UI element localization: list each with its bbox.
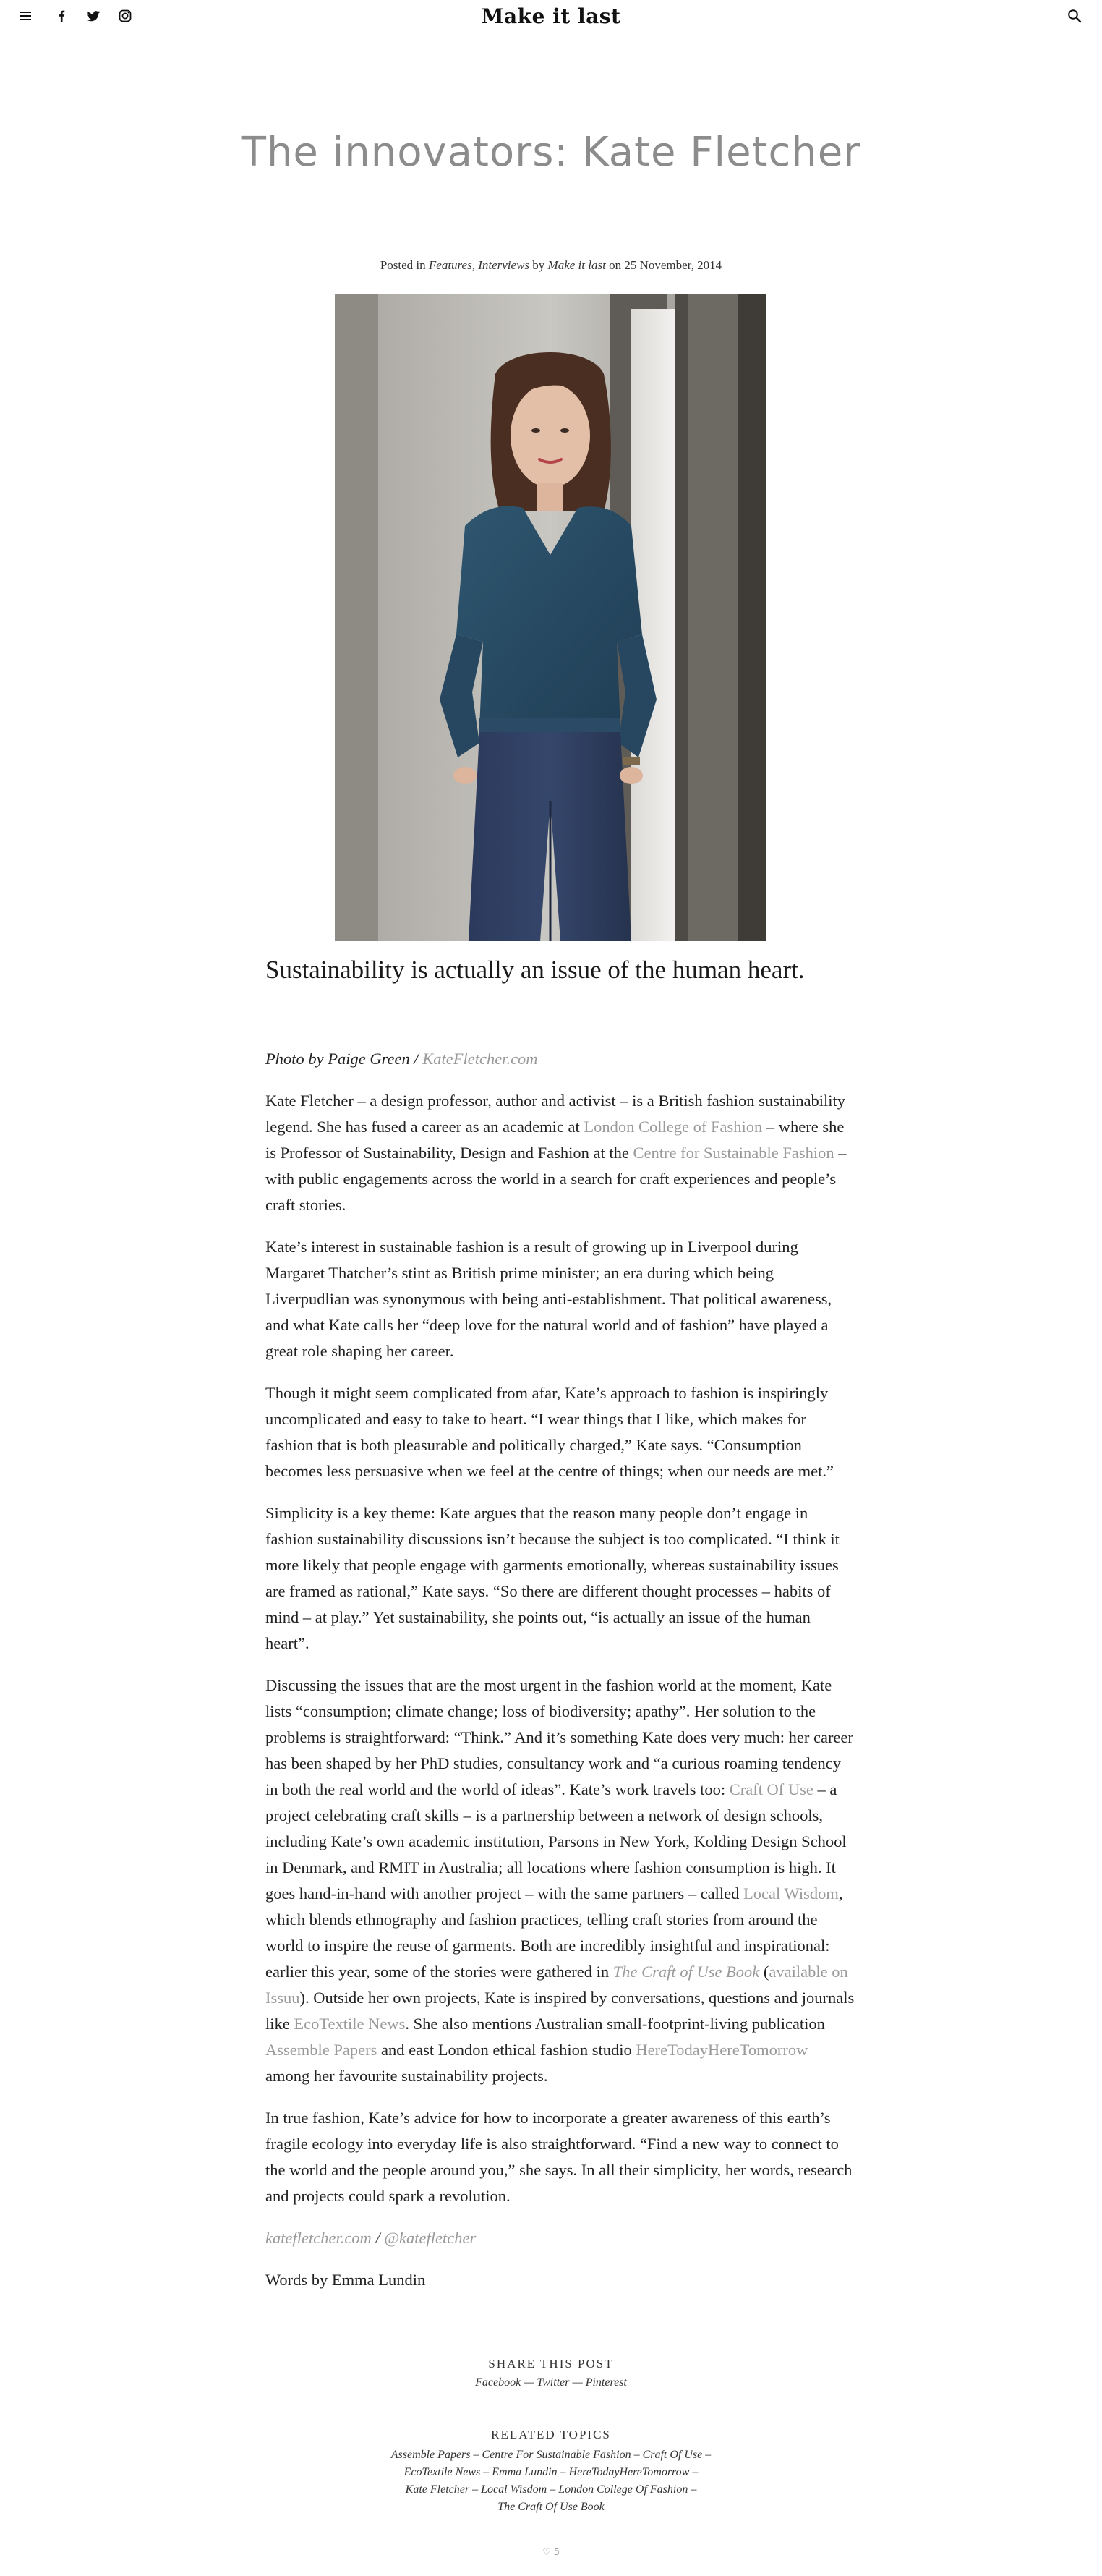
words-by: Words by Emma Lundin bbox=[265, 2271, 426, 2289]
photo-credit bbox=[265, 1046, 855, 1072]
author-link[interactable]: Make it last bbox=[547, 258, 606, 272]
hero-photo bbox=[335, 294, 766, 941]
post-meta bbox=[0, 258, 1102, 273]
topic-dash: – bbox=[691, 2483, 697, 2496]
katefletcher-site-link[interactable]: katefletcher.com bbox=[265, 2229, 372, 2247]
end-links bbox=[265, 2225, 855, 2251]
like-count: 5 bbox=[553, 2547, 560, 2558]
related-topics-title: RELATED TOPICS bbox=[491, 2428, 611, 2441]
topic-link[interactable]: EcoTextile News bbox=[403, 2466, 481, 2478]
p1-text-c: – with public engagements across the world in a search for craft experiences and people’s craft stories. bbox=[265, 1144, 847, 1214]
heretodayheretomorrow-link[interactable]: HereTodayHereTomorrow bbox=[636, 2041, 808, 2059]
topic-dash: – bbox=[692, 2466, 699, 2478]
topic-link[interactable]: Emma Lundin bbox=[492, 2466, 558, 2478]
share-links bbox=[0, 2374, 1102, 2392]
topic-link[interactable]: The Craft Of Use Book bbox=[497, 2501, 605, 2513]
paragraph-6: In true fashion, Kate’s advice for how to incorporate a greater awareness of this earth’s fragile ecology into everyday life is also straightforward. “Find a new way to connect to the world and the people around you,” she says. In all their simplicity, her words, research and projects could spark a revolution. bbox=[265, 2109, 853, 2205]
end-links-separator: / bbox=[375, 2229, 380, 2247]
london-college-of-fashion-link[interactable]: London College of Fashion bbox=[584, 1118, 763, 1136]
p5-text-d: ( bbox=[759, 1963, 769, 1981]
p5-text-h: among her favourite sustainability projects. bbox=[265, 2067, 548, 2085]
topic-link[interactable]: Assemble Papers bbox=[390, 2449, 471, 2461]
topic-dash: – bbox=[483, 2466, 490, 2478]
photo-credit-text: Photo by Paige Green / bbox=[265, 1050, 419, 1068]
craft-of-use-link[interactable]: Craft Of Use bbox=[729, 1780, 813, 1798]
posted-in-label: Posted in bbox=[380, 258, 426, 272]
category-link-interviews[interactable]: Interviews bbox=[478, 258, 530, 272]
paragraph-2: Kate’s interest in sustainable fashion is a result of growing up in Liverpool during Margaret Thatcher’s stint as British prime minister; an era during which being Liverpudlian was synonymous with being anti-establishment. That political awareness, and what Kate calls her “deep love for the natural world and of fashion” have played a great role shaping her career. bbox=[265, 1238, 832, 1360]
category-link-features[interactable]: Features bbox=[428, 258, 472, 272]
p5-text-f: . She also mentions Australian small-footprint-living publication bbox=[405, 2015, 825, 2033]
p1-text-a: Kate Fletcher – a design professor, author and activist – is a British fashion sustainability legend. She has fused a career as an academic at bbox=[265, 1092, 846, 1136]
centre-for-sustainable-fashion-link[interactable]: Centre for Sustainable Fashion bbox=[633, 1144, 834, 1162]
assemble-papers-link[interactable]: Assemble Papers bbox=[265, 2041, 377, 2059]
p1-text-b: – where she is Professor of Sustainability, Design and Fashion at the bbox=[265, 1118, 845, 1162]
p5-text-g: and east London ethical fashion studio bbox=[377, 2041, 636, 2059]
post-title: The innovators: Kate Fletcher bbox=[241, 129, 861, 176]
share-dash-2: — bbox=[572, 2376, 583, 2389]
share-pinterest-link[interactable]: Pinterest bbox=[585, 2376, 627, 2389]
topic-link[interactable]: Centre For Sustainable Fashion bbox=[482, 2449, 631, 2461]
share-dash-1: — bbox=[524, 2376, 534, 2389]
topic-link[interactable]: Local Wisdom bbox=[481, 2483, 547, 2496]
local-wisdom-link[interactable]: Local Wisdom bbox=[743, 1884, 839, 1903]
share-twitter-link[interactable]: Twitter bbox=[537, 2376, 570, 2389]
pull-quote: Sustainability is actually an issue of the human heart. bbox=[265, 956, 805, 984]
p5-text-b: – a project celebrating craft skills – is a partnership between a network of design schools, including Kate’s own academic institution, Parsons in New York, Kolding Design School in Denmark, and RMIT in Australia; all locations where fashion consumption is high. It goes hand-in-hand with another project – with the same partners – called bbox=[265, 1780, 847, 1903]
ecotextile-news-link[interactable]: EcoTextile News bbox=[294, 2015, 406, 2033]
topic-link[interactable]: London College Of Fashion bbox=[558, 2483, 688, 2496]
craft-of-use-book-link[interactable]: The Craft of Use Book bbox=[612, 1963, 760, 1981]
topic-link[interactable]: HereTodayHereTomorrow bbox=[568, 2466, 690, 2478]
paragraph-3: Though it might seem complicated from afar, Kate’s approach to fashion is inspiringly uncomplicated and easy to take to heart. “I wear things that I like, which makes for fashion that is both pleasurable and politically charged,” Kate says. “Consumption becomes less persuasive when we feel at the centre of things; when our needs are met.” bbox=[265, 1384, 834, 1480]
search-icon[interactable] bbox=[1067, 8, 1082, 24]
like-button[interactable] bbox=[0, 2547, 1102, 2558]
available-on-issuu-link[interactable]: available on Issuu bbox=[265, 1963, 848, 2007]
by-label: by bbox=[532, 258, 545, 272]
p5-text-e: ). Outside her own projects, Kate is inspired by conversations, questions and journals like bbox=[265, 1989, 855, 2033]
photo-credit-link[interactable]: KateFletcher.com bbox=[422, 1050, 538, 1068]
heart-icon: ♡ bbox=[542, 2547, 551, 2558]
paragraph-5 bbox=[265, 1672, 855, 2089]
article-body bbox=[265, 1046, 855, 2309]
p5-text-c: , which blends ethnography and fashion practices, telling craft stories from around the world to inspire the reuse of garments. Both are incredibly insightful and inspirational: earlier this year, some of the stories were gathered in bbox=[265, 1884, 843, 1981]
topic-link[interactable]: Craft Of Use bbox=[642, 2449, 703, 2461]
paragraph-4: Simplicity is a key theme: Kate argues that the reason many people don’t engage in fashion sustainability discussions isn’t because the subject is too complicated. “I think it more likely that people engage with garments emotionally, whereas sustainability issues are framed as rational,” Kate says. “So there are different thought processes – habits of mind – at play.” Yet sustainability, she points out, “is actually an issue of the human heart”. bbox=[265, 1504, 840, 1652]
p5-text-a: Discussing the issues that are the most urgent in the fashion world at the moment, Kate lists “consumption; climate change; loss of biodiversity; apathy”. Her solution to the problems is straightforward: “Think.” And it’s something Kate does very much: her career has been shaped by her PhD studies, consultancy work and “a curious roaming tendency in both the real world and the world of ideas”. Kate’s work travels too: bbox=[265, 1676, 853, 1798]
topic-dash: – bbox=[472, 2483, 479, 2496]
topic-dash: – bbox=[560, 2466, 566, 2478]
katefletcher-twitter-link[interactable]: @katefletcher bbox=[384, 2229, 477, 2247]
meta-comma: , bbox=[471, 258, 475, 272]
share-section bbox=[0, 2357, 1102, 2392]
topic-dash: – bbox=[633, 2449, 640, 2461]
topic-link[interactable]: Kate Fletcher bbox=[405, 2483, 470, 2496]
topic-dash: – bbox=[473, 2449, 479, 2461]
site-logo[interactable]: Make it last bbox=[481, 4, 621, 28]
portrait-illustration bbox=[335, 294, 766, 941]
topic-dash: – bbox=[550, 2483, 556, 2496]
paragraph-1 bbox=[265, 1088, 855, 1218]
site-header bbox=[0, 0, 1102, 36]
share-facebook-link[interactable]: Facebook bbox=[475, 2376, 521, 2389]
post-date: on 25 November, 2014 bbox=[609, 258, 722, 272]
share-title: SHARE THIS POST bbox=[488, 2357, 614, 2371]
related-topics-list bbox=[0, 2447, 1102, 2516]
related-topics-section bbox=[0, 2428, 1102, 2516]
topic-dash: – bbox=[705, 2449, 712, 2461]
